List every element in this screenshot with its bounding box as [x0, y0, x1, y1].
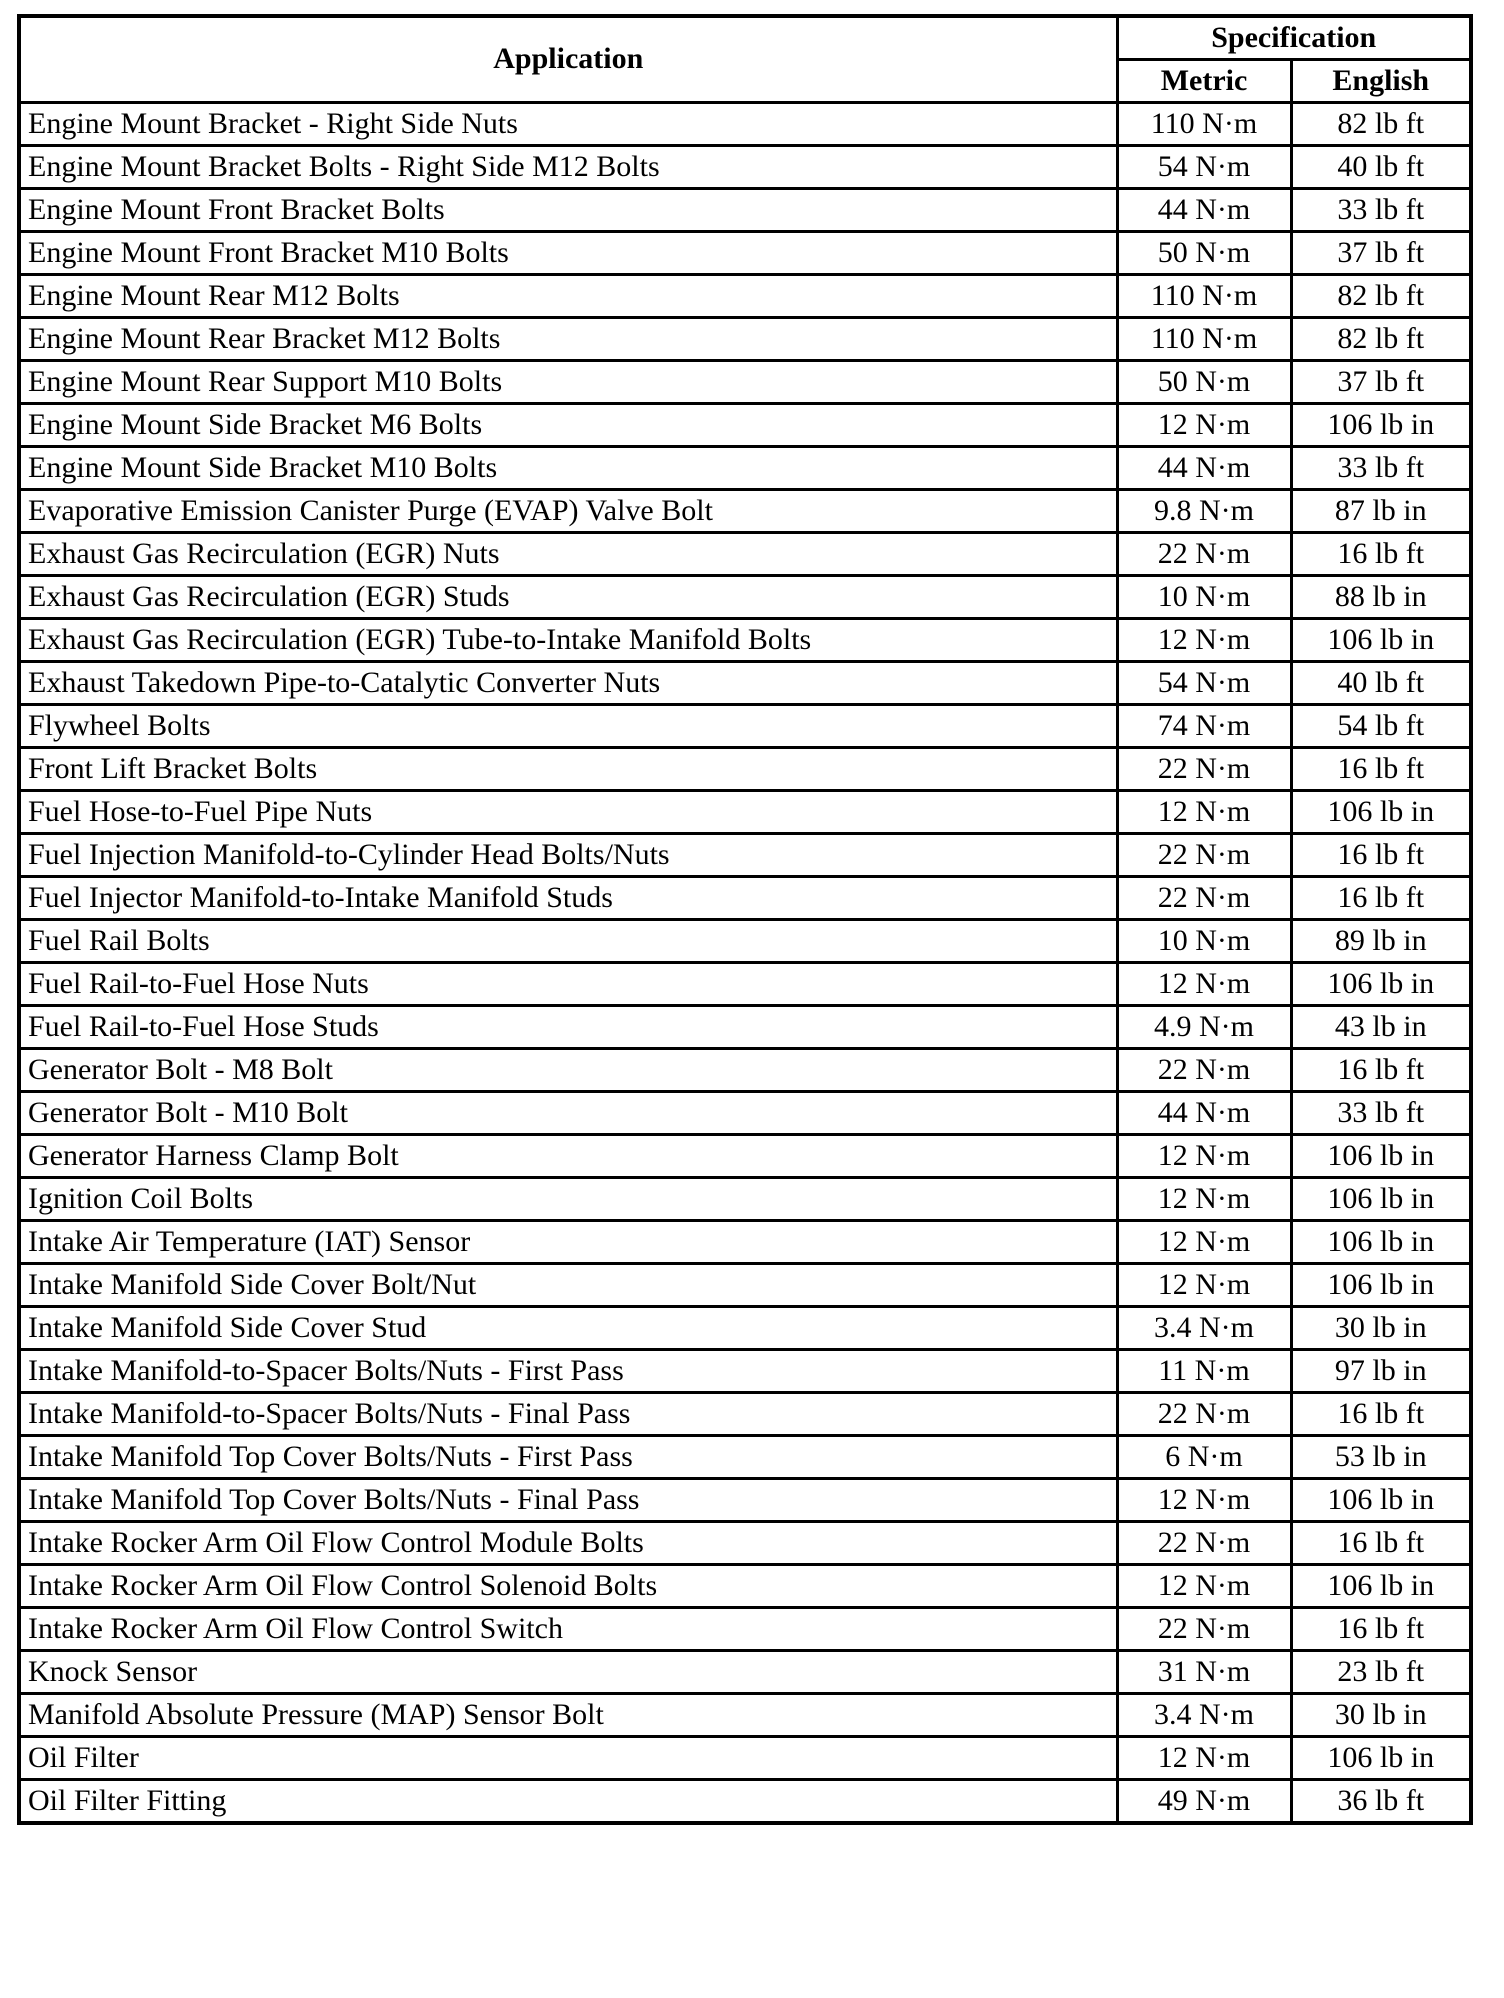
application-cell: Fuel Hose-to-Fuel Pipe Nuts — [19, 790, 1117, 833]
application-cell: Generator Harness Clamp Bolt — [19, 1134, 1117, 1177]
english-cell: 16 lb ft — [1291, 532, 1471, 575]
english-cell: 43 lb in — [1291, 1005, 1471, 1048]
application-cell: Intake Rocker Arm Oil Flow Control Module Bolts — [19, 1521, 1117, 1564]
table-row — [19, 790, 1471, 833]
application-cell: Engine Mount Front Bracket Bolts — [19, 188, 1117, 231]
table-row — [19, 145, 1471, 188]
table-row — [19, 489, 1471, 532]
metric-cell: 12 N·m — [1117, 618, 1291, 661]
table-row — [19, 876, 1471, 919]
metric-cell: 12 N·m — [1117, 1736, 1291, 1779]
application-cell: Intake Manifold-to-Spacer Bolts/Nuts - Final Pass — [19, 1392, 1117, 1435]
metric-cell: 12 N·m — [1117, 1134, 1291, 1177]
table-row — [19, 231, 1471, 274]
metric-cell: 12 N·m — [1117, 1177, 1291, 1220]
table-row — [19, 446, 1471, 489]
table-row — [19, 1263, 1471, 1306]
metric-cell: 22 N·m — [1117, 1607, 1291, 1650]
table-row — [19, 317, 1471, 360]
english-cell: 53 lb in — [1291, 1435, 1471, 1478]
metric-cell: 4.9 N·m — [1117, 1005, 1291, 1048]
table-row — [19, 1650, 1471, 1693]
table-row — [19, 1435, 1471, 1478]
table-row — [19, 1177, 1471, 1220]
application-cell: Engine Mount Side Bracket M6 Bolts — [19, 403, 1117, 446]
application-cell: Front Lift Bracket Bolts — [19, 747, 1117, 790]
application-cell: Fuel Injector Manifold-to-Intake Manifold Studs — [19, 876, 1117, 919]
application-cell: Engine Mount Bracket Bolts - Right Side M12 Bolts — [19, 145, 1117, 188]
metric-cell: 50 N·m — [1117, 360, 1291, 403]
table-row — [19, 1521, 1471, 1564]
table-row — [19, 102, 1471, 145]
application-cell: Intake Manifold Top Cover Bolts/Nuts - Final Pass — [19, 1478, 1117, 1521]
english-cell: 16 lb ft — [1291, 747, 1471, 790]
metric-cell: 22 N·m — [1117, 1521, 1291, 1564]
english-cell: 16 lb ft — [1291, 876, 1471, 919]
metric-cell: 3.4 N·m — [1117, 1693, 1291, 1736]
application-cell: Intake Rocker Arm Oil Flow Control Switch — [19, 1607, 1117, 1650]
table-row — [19, 704, 1471, 747]
table-row — [19, 833, 1471, 876]
table-row — [19, 661, 1471, 704]
application-cell: Intake Manifold Side Cover Bolt/Nut — [19, 1263, 1117, 1306]
application-cell: Oil Filter Fitting — [19, 1779, 1117, 1823]
english-cell: 16 lb ft — [1291, 1607, 1471, 1650]
table-row — [19, 1693, 1471, 1736]
specification-header: Specification — [1117, 16, 1471, 59]
application-cell: Engine Mount Front Bracket M10 Bolts — [19, 231, 1117, 274]
metric-cell: 6 N·m — [1117, 1435, 1291, 1478]
english-cell: 106 lb in — [1291, 403, 1471, 446]
metric-cell: 12 N·m — [1117, 1220, 1291, 1263]
metric-cell: 110 N·m — [1117, 102, 1291, 145]
english-cell: 97 lb in — [1291, 1349, 1471, 1392]
metric-cell: 49 N·m — [1117, 1779, 1291, 1823]
metric-cell: 22 N·m — [1117, 1392, 1291, 1435]
table-row — [19, 532, 1471, 575]
english-cell: 106 lb in — [1291, 1736, 1471, 1779]
metric-cell: 22 N·m — [1117, 833, 1291, 876]
table-row — [19, 1779, 1471, 1823]
english-cell: 40 lb ft — [1291, 145, 1471, 188]
application-cell: Fuel Rail-to-Fuel Hose Studs — [19, 1005, 1117, 1048]
metric-cell: 44 N·m — [1117, 446, 1291, 489]
english-cell: 106 lb in — [1291, 1564, 1471, 1607]
application-cell: Manifold Absolute Pressure (MAP) Sensor Bolt — [19, 1693, 1117, 1736]
table-row — [19, 618, 1471, 661]
metric-cell: 22 N·m — [1117, 532, 1291, 575]
metric-cell: 22 N·m — [1117, 747, 1291, 790]
english-cell: 16 lb ft — [1291, 833, 1471, 876]
table-row — [19, 1091, 1471, 1134]
metric-cell: 3.4 N·m — [1117, 1306, 1291, 1349]
metric-cell: 12 N·m — [1117, 1263, 1291, 1306]
metric-cell: 22 N·m — [1117, 876, 1291, 919]
application-header: Application — [19, 16, 1117, 102]
table-row — [19, 1736, 1471, 1779]
english-cell: 33 lb ft — [1291, 1091, 1471, 1134]
english-cell: 37 lb ft — [1291, 231, 1471, 274]
metric-cell: 74 N·m — [1117, 704, 1291, 747]
application-cell: Exhaust Gas Recirculation (EGR) Studs — [19, 575, 1117, 618]
table-row — [19, 747, 1471, 790]
metric-cell: 110 N·m — [1117, 274, 1291, 317]
table-row — [19, 403, 1471, 446]
application-cell: Intake Manifold Side Cover Stud — [19, 1306, 1117, 1349]
english-cell: 37 lb ft — [1291, 360, 1471, 403]
table-row — [19, 575, 1471, 618]
table-row — [19, 1607, 1471, 1650]
application-cell: Evaporative Emission Canister Purge (EVAP) Valve Bolt — [19, 489, 1117, 532]
table-row — [19, 1134, 1471, 1177]
table-row — [19, 360, 1471, 403]
metric-header: Metric — [1117, 59, 1291, 102]
application-cell: Fuel Rail-to-Fuel Hose Nuts — [19, 962, 1117, 1005]
english-cell: 16 lb ft — [1291, 1392, 1471, 1435]
application-cell: Intake Manifold-to-Spacer Bolts/Nuts - First Pass — [19, 1349, 1117, 1392]
metric-cell: 22 N·m — [1117, 1048, 1291, 1091]
application-cell: Engine Mount Rear M12 Bolts — [19, 274, 1117, 317]
english-cell: 88 lb in — [1291, 575, 1471, 618]
table-header — [19, 16, 1471, 102]
english-cell: 23 lb ft — [1291, 1650, 1471, 1693]
table-row — [19, 1392, 1471, 1435]
metric-cell: 12 N·m — [1117, 1564, 1291, 1607]
english-cell: 106 lb in — [1291, 790, 1471, 833]
table-row — [19, 188, 1471, 231]
application-cell: Exhaust Gas Recirculation (EGR) Nuts — [19, 532, 1117, 575]
metric-cell: 44 N·m — [1117, 1091, 1291, 1134]
english-cell: 106 lb in — [1291, 962, 1471, 1005]
english-cell: 33 lb ft — [1291, 446, 1471, 489]
metric-cell: 50 N·m — [1117, 231, 1291, 274]
english-cell: 106 lb in — [1291, 1478, 1471, 1521]
application-cell: Generator Bolt - M8 Bolt — [19, 1048, 1117, 1091]
table-row — [19, 1306, 1471, 1349]
metric-cell: 54 N·m — [1117, 661, 1291, 704]
application-cell: Exhaust Takedown Pipe-to-Catalytic Converter Nuts — [19, 661, 1117, 704]
application-cell: Intake Rocker Arm Oil Flow Control Solenoid Bolts — [19, 1564, 1117, 1607]
english-cell: 106 lb in — [1291, 1134, 1471, 1177]
application-cell: Exhaust Gas Recirculation (EGR) Tube-to-Intake Manifold Bolts — [19, 618, 1117, 661]
english-cell: 40 lb ft — [1291, 661, 1471, 704]
metric-cell: 9.8 N·m — [1117, 489, 1291, 532]
metric-cell: 110 N·m — [1117, 317, 1291, 360]
english-cell: 82 lb ft — [1291, 317, 1471, 360]
application-cell: Fuel Rail Bolts — [19, 919, 1117, 962]
english-cell: 106 lb in — [1291, 618, 1471, 661]
application-cell: Engine Mount Bracket - Right Side Nuts — [19, 102, 1117, 145]
application-cell: Engine Mount Rear Support M10 Bolts — [19, 360, 1117, 403]
metric-cell: 11 N·m — [1117, 1349, 1291, 1392]
metric-cell: 12 N·m — [1117, 962, 1291, 1005]
application-cell: Fuel Injection Manifold-to-Cylinder Head Bolts/Nuts — [19, 833, 1117, 876]
application-cell: Intake Air Temperature (IAT) Sensor — [19, 1220, 1117, 1263]
torque-spec-table — [17, 14, 1473, 1825]
english-cell: 16 lb ft — [1291, 1521, 1471, 1564]
metric-cell: 12 N·m — [1117, 1478, 1291, 1521]
application-cell: Oil Filter — [19, 1736, 1117, 1779]
table-row — [19, 1349, 1471, 1392]
english-cell: 106 lb in — [1291, 1177, 1471, 1220]
english-cell: 36 lb ft — [1291, 1779, 1471, 1823]
english-cell: 106 lb in — [1291, 1263, 1471, 1306]
metric-cell: 31 N·m — [1117, 1650, 1291, 1693]
english-header: English — [1291, 59, 1471, 102]
metric-cell: 44 N·m — [1117, 188, 1291, 231]
table-row — [19, 919, 1471, 962]
metric-cell: 54 N·m — [1117, 145, 1291, 188]
application-cell: Intake Manifold Top Cover Bolts/Nuts - First Pass — [19, 1435, 1117, 1478]
table-body — [19, 102, 1471, 1823]
application-cell: Ignition Coil Bolts — [19, 1177, 1117, 1220]
table-row — [19, 1048, 1471, 1091]
metric-cell: 12 N·m — [1117, 790, 1291, 833]
metric-cell: 10 N·m — [1117, 575, 1291, 618]
table-row — [19, 1478, 1471, 1521]
english-cell: 30 lb in — [1291, 1306, 1471, 1349]
application-cell: Generator Bolt - M10 Bolt — [19, 1091, 1117, 1134]
english-cell: 16 lb ft — [1291, 1048, 1471, 1091]
application-cell: Flywheel Bolts — [19, 704, 1117, 747]
header-row-top — [19, 16, 1471, 59]
metric-cell: 10 N·m — [1117, 919, 1291, 962]
english-cell: 89 lb in — [1291, 919, 1471, 962]
application-cell: Engine Mount Rear Bracket M12 Bolts — [19, 317, 1117, 360]
table-row — [19, 1564, 1471, 1607]
application-cell: Engine Mount Side Bracket M10 Bolts — [19, 446, 1117, 489]
table-row — [19, 1005, 1471, 1048]
english-cell: 106 lb in — [1291, 1220, 1471, 1263]
english-cell: 33 lb ft — [1291, 188, 1471, 231]
application-cell: Knock Sensor — [19, 1650, 1117, 1693]
english-cell: 87 lb in — [1291, 489, 1471, 532]
english-cell: 30 lb in — [1291, 1693, 1471, 1736]
english-cell: 82 lb ft — [1291, 274, 1471, 317]
english-cell: 54 lb ft — [1291, 704, 1471, 747]
table-row — [19, 962, 1471, 1005]
table-row — [19, 1220, 1471, 1263]
english-cell: 82 lb ft — [1291, 102, 1471, 145]
table-row — [19, 274, 1471, 317]
metric-cell: 12 N·m — [1117, 403, 1291, 446]
